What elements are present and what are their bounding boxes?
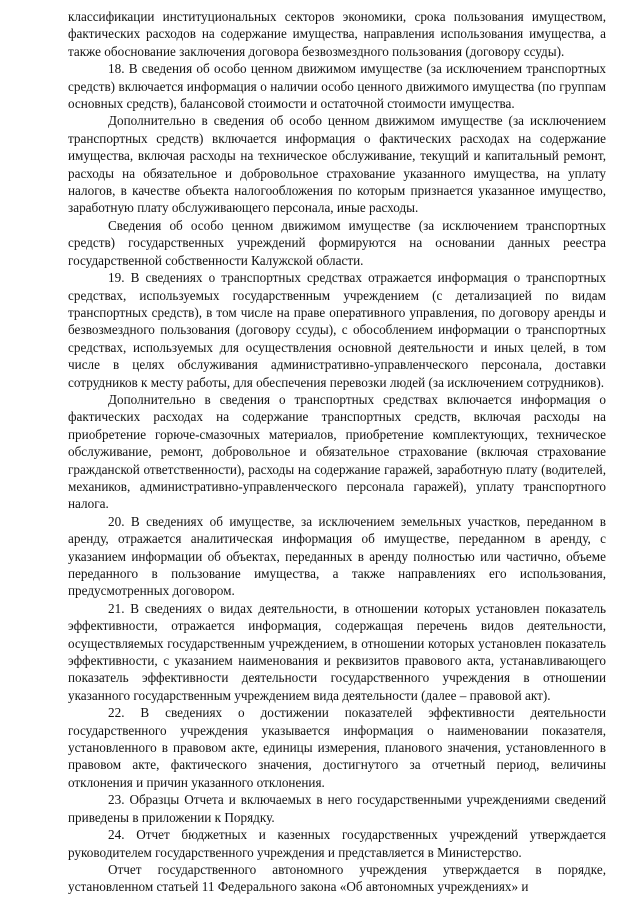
paragraph-item-18-source: Сведения об особо ценном движимом имуществе (за исключением транспортных средств) государственных учреждений формируются на основании данных реестра государственной собственности Калужской области. <box>68 217 606 268</box>
paragraph-continuation: классификации институциональных секторов экономики, срока пользования имуществом, фактических расходов на содержание имущества, направления использования имущества, а также обоснование заключения договора безвозмездного пользования (договору ссуды). <box>68 9 606 59</box>
paragraph-item-24: 24. Отчет бюджетных и казенных государственных учреждений утверждается руководителем государственного учреждения и представляется в Министерство. <box>68 827 606 860</box>
paragraph-item-19-additional: Дополнительно в сведения о транспортных средствах включается информация о фактических расходах на содержание транспортных средств, включая расходы на приобретение горюче-смазочных материалов, приобретение комплектующих, техническое обслуживание, ремонт, добровольное и обязательное страхование (включая страхование гражданской ответственности), расходы на содержание гаражей, заработную плату (водителей, механиков, административно-управленческого персонала гаражей), уплату транспортного налога. <box>68 391 606 512</box>
paragraph-item-18: 18. В сведения об особо ценном движимом имуществе (за исключением транспортных средств) включается информация о наличии особо ценного движимого имущества (по группам основных средств), балансовой стоимости и остаточной стоимости имущества. <box>68 61 606 112</box>
paragraph-item-23: 23. Образцы Отчета и включаемых в него государственными учреждениями сведений приведены в приложении к Порядку. <box>68 792 606 825</box>
paragraph-item-21: 21. В сведениях о видах деятельности, в отношении которых установлен показатель эффективности, отражается информация, содержащая перечень видов деятельности, осуществляемых государственным учреждением, в отношении которых установлен показатель эффективности, с указанием наименования и реквизитов правового акта, устанавливающего показатель эффективности деятельности государственного учреждения в отношении указанного государственным учреждением вида деятельности (далее – правовой акт). <box>68 600 606 703</box>
paragraph-item-20: 20. В сведениях об имуществе, за исключением земельных участков, переданном в аренду, отражается аналитическая информация об имуществе, переданном в аренду, с указанием информации об объектах, переданных в аренду полностью или частично, объеме переданного в пользование имущества, а также направлениях его использования, предусмотренных договором. <box>68 513 606 599</box>
paragraph-item-22: 22. В сведениях о достижении показателей эффективности деятельности государственного учреждения указывается информация о наименовании показателя, установленного в правовом акте, единицы измерения, планового значения, установленного в правовом акте, фактического значения, достигнутого за отчетный период, величины отклонения и причин указанного отклонения. <box>68 705 606 790</box>
paragraph-item-24-autonomous: Отчет государственного автономного учреждения утверждается в порядке, установленном статьей 11 Федерального закона «Об автономных учреждениях» и <box>68 861 606 895</box>
paragraph-item-19: 19. В сведениях о транспортных средствах отражается информация о транспортных средствах, используемых государственным учреждением (с детализацией по видам транспортных средств), в том числе на праве оперативного управления, по договору аренды и безвозмездного пользования (договору ссуды), с обособлением информации о транспортных средствах, используемых для осуществления основной деятельности и иных целей, в том числе в целях обслуживания административно-управленческого персонала, доставки сотрудников к месту работы, для обеспечения перевозки людей (за исключением сотрудников). <box>68 270 606 390</box>
paragraph-item-18-additional: Дополнительно в сведения об особо ценном движимом имуществе (за исключением транспортных средств) включается информация о фактических расходах на содержание имущества, включая расходы на техническое обслуживание, текущий и капитальный ремонт, расходы на обязательное и добровольное страхование указанного имущества, на уплату налогов, в качестве объекта налогообложения по которым признается указанное имущество, заработную плату обслуживающего персонала, иные расходы. <box>68 113 606 216</box>
